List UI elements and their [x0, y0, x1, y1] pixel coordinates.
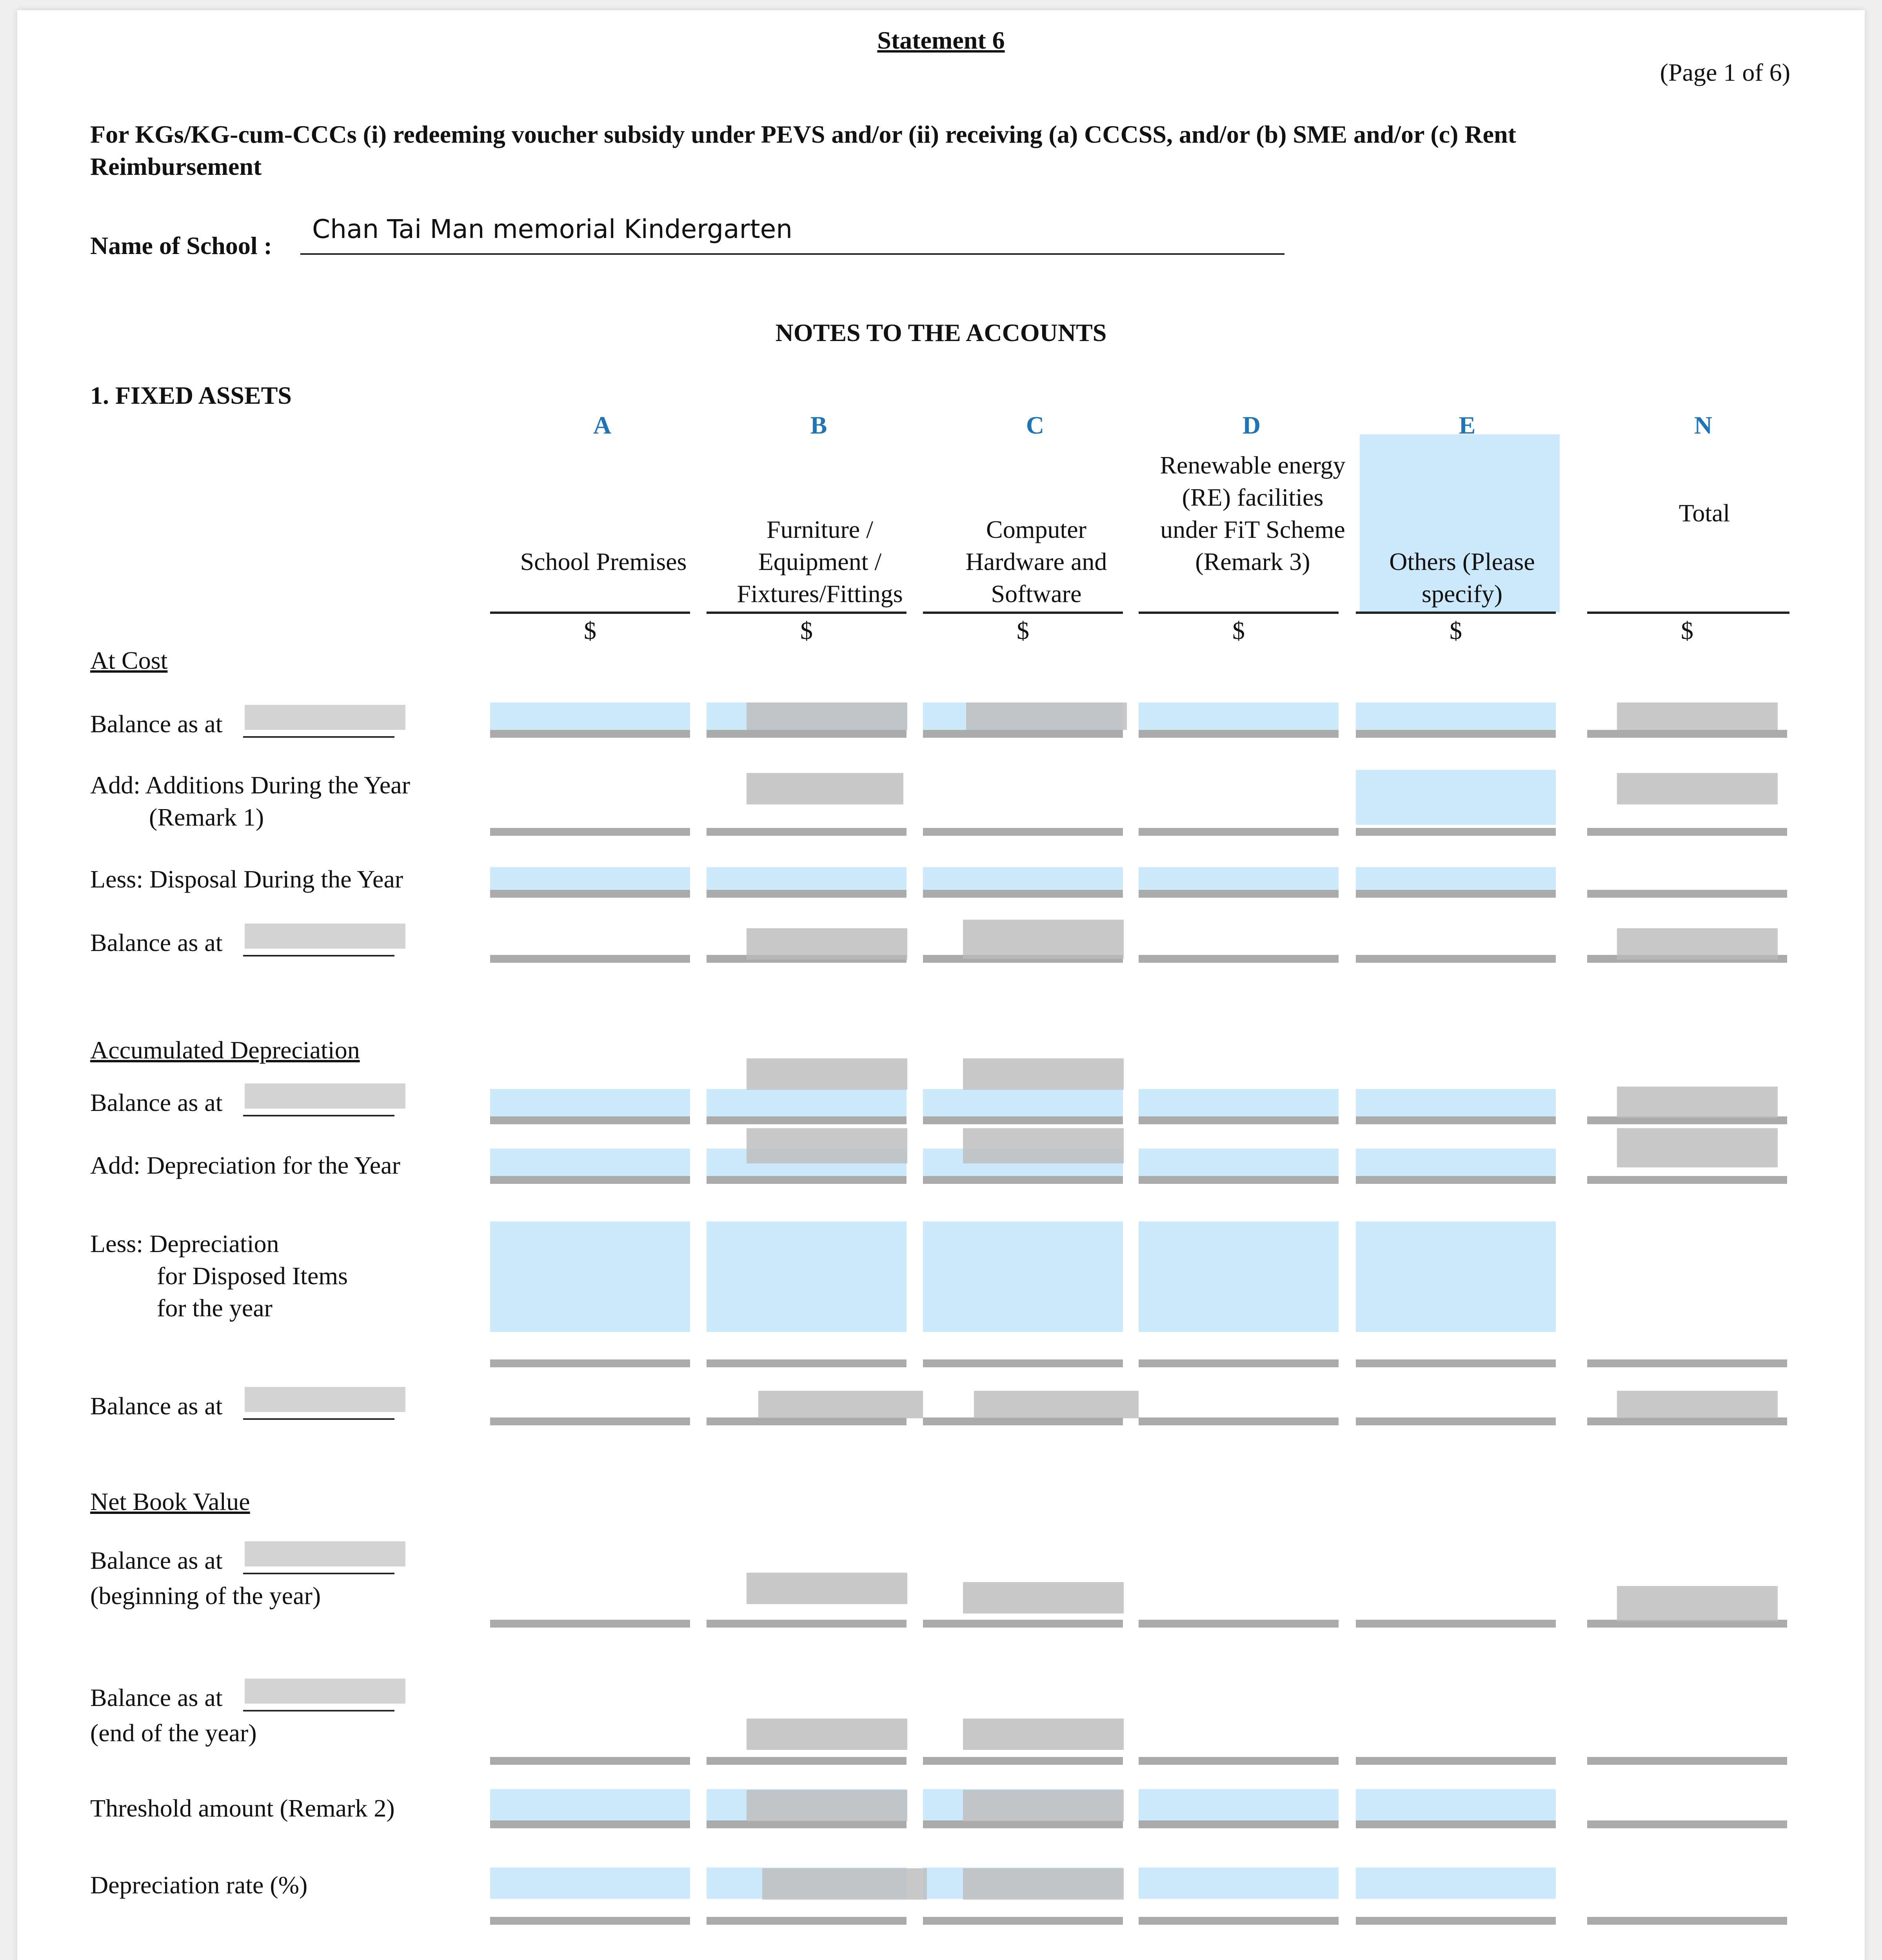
input-cell-balance-open-col-0[interactable]: [490, 702, 690, 730]
cell-rule-acc-balance-open-col-3: [1139, 1116, 1339, 1124]
cell-rule-nbv-end-col-3: [1139, 1757, 1339, 1765]
row-label-threshold: Threshold amount (Remark 2): [90, 1794, 395, 1822]
input-cell-add-dep-col-3[interactable]: [1139, 1149, 1339, 1176]
input-cell-balance-open-col-3[interactable]: [1139, 702, 1339, 730]
unit-c: $: [1017, 617, 1029, 644]
input-cell-dep-rate-col-0[interactable]: [490, 1867, 690, 1899]
school-name-underline: [300, 253, 1284, 255]
cell-rule-nbv-begin-col-2: [923, 1620, 1123, 1628]
cell-rule-threshold-col-4: [1356, 1820, 1556, 1828]
cell-rule-acc-balance-close-col-0: [490, 1417, 690, 1425]
redacted-amount: [747, 1058, 907, 1090]
redacted-amount: [747, 928, 907, 960]
redacted-amount: [963, 1582, 1124, 1613]
input-cell-acc-balance-open-col-1[interactable]: [707, 1089, 906, 1116]
cell-rule-nbv-begin-col-1: [707, 1620, 906, 1628]
date-line-6: [243, 1710, 394, 1711]
cell-rule-less-dep-col-1: [707, 1359, 906, 1367]
redacted-amount: [1617, 1087, 1778, 1118]
cell-rule-nbv-begin-col-4: [1356, 1620, 1556, 1628]
cell-rule-balance-open-col-3: [1139, 730, 1339, 738]
school-name-label: Name of School :: [90, 232, 272, 260]
cell-rule-threshold-col-5: [1587, 1820, 1787, 1828]
header-rule-e: [1356, 612, 1556, 614]
statement-title: Statement 6: [877, 26, 1005, 54]
row-label-nbv: Net Book Value: [90, 1488, 250, 1515]
redacted-amount: [963, 1128, 1124, 1163]
input-cell-disposal-col-1[interactable]: [707, 867, 906, 890]
redacted-amount: [963, 1868, 1124, 1900]
cell-rule-disposal-col-2: [923, 890, 1123, 898]
cell-rule-nbv-end-col-4: [1356, 1757, 1556, 1765]
redacted-amount: [747, 1790, 907, 1821]
cell-rule-additions-col-2: [923, 828, 1123, 836]
input-cell-less-dep-col-3[interactable]: [1139, 1221, 1339, 1332]
input-cell-disposal-col-0[interactable]: [490, 867, 690, 890]
row-label-additions: Add: Additions During the Year: [90, 771, 410, 799]
unit-n: $: [1681, 617, 1693, 644]
date-line-4: [243, 1418, 394, 1420]
heading-line-2: Reimbursement: [90, 152, 262, 180]
header-rule-a: [490, 612, 690, 614]
cell-rule-nbv-end-col-0: [490, 1757, 690, 1765]
row-label-additions-remark: (Remark 1): [149, 803, 264, 831]
redacted-amount: [966, 702, 1127, 730]
header-rule-b: [707, 612, 906, 614]
heading-line-1: For KGs/KG-cum-CCCs (i) redeeming voucher subsidy under PEVS and/or (ii) receiving (a) CCCSS, and/or (b) SME and/or (c) Rent: [90, 120, 1516, 148]
column-letter-b: B: [810, 411, 827, 439]
cell-rule-add-dep-col-3: [1139, 1176, 1339, 1184]
redacted-amount: [1617, 1128, 1778, 1167]
cell-rule-acc-balance-close-col-5: [1587, 1417, 1787, 1425]
column-heading-a: School Premises: [520, 548, 687, 575]
cell-rule-acc-balance-open-col-2: [923, 1116, 1123, 1124]
cell-rule-add-dep-col-2: [923, 1176, 1123, 1184]
redacted-amount: [1617, 1586, 1778, 1621]
cell-rule-balance-close-col-3: [1139, 955, 1339, 963]
cell-rule-dep-rate-col-0: [490, 1917, 690, 1925]
redacted-amount: [758, 1391, 923, 1418]
row-label-add-dep: Add: Depreciation for the Year: [90, 1151, 400, 1179]
input-cell-dep-rate-col-4[interactable]: [1356, 1867, 1556, 1899]
cell-rule-acc-balance-close-col-4: [1356, 1417, 1556, 1425]
redacted-amount: [1617, 702, 1778, 730]
unit-e: $: [1450, 617, 1462, 644]
column-heading-e: Others (Please specify): [1389, 548, 1535, 608]
row-label-balance-4: Balance as at: [90, 1392, 223, 1420]
redacted-amount: [747, 773, 903, 804]
notes-title: NOTES TO THE ACCOUNTS: [775, 319, 1107, 347]
input-cell-less-dep-col-0[interactable]: [490, 1221, 690, 1332]
cell-rule-less-dep-col-2: [923, 1359, 1123, 1367]
column-heading-n: Total: [1679, 499, 1730, 527]
redacted-amount: [747, 702, 907, 730]
column-heading-d: Renewable energy (RE) facilities under FiT Scheme (Remark 3): [1160, 451, 1346, 575]
header-rule-d: [1139, 612, 1339, 614]
redacted-amount: [747, 1719, 907, 1750]
cell-rule-disposal-col-3: [1139, 890, 1339, 898]
cell-rule-additions-col-4: [1356, 828, 1556, 836]
cell-rule-nbv-end-col-2: [923, 1757, 1123, 1765]
input-cell-disposal-col-3[interactable]: [1139, 867, 1339, 890]
column-letter-c: C: [1026, 411, 1045, 439]
section-title: 1. FIXED ASSETS: [90, 381, 292, 409]
cell-rule-acc-balance-close-col-3: [1139, 1417, 1339, 1425]
header-rule-c: [923, 612, 1123, 614]
cell-rule-balance-open-col-5: [1587, 730, 1787, 738]
statement-page: [17, 10, 1865, 1960]
column-letter-n: N: [1694, 411, 1713, 439]
redacted-date-4: [245, 1387, 405, 1412]
redacted-amount: [963, 1719, 1124, 1750]
input-cell-dep-rate-col-3[interactable]: [1139, 1867, 1339, 1899]
cell-rule-disposal-col-5: [1587, 890, 1787, 898]
row-label-balance-2: Balance as at: [90, 929, 223, 956]
cell-rule-balance-open-col-0: [490, 730, 690, 738]
cell-rule-disposal-col-4: [1356, 890, 1556, 898]
date-line-1: [243, 736, 394, 738]
header-rule-n: [1587, 612, 1789, 614]
redacted-amount: [747, 1128, 907, 1163]
cell-rule-dep-rate-col-4: [1356, 1917, 1556, 1925]
redacted-amount: [963, 1790, 1124, 1821]
input-cell-disposal-col-4[interactable]: [1356, 867, 1556, 890]
row-label-balance-3: Balance as at: [90, 1089, 223, 1116]
redacted-amount: [1617, 773, 1778, 804]
cell-rule-dep-rate-col-1: [707, 1917, 906, 1925]
cell-rule-less-dep-col-0: [490, 1359, 690, 1367]
input-cell-threshold-col-3[interactable]: [1139, 1789, 1339, 1820]
redacted-amount: [963, 1058, 1124, 1090]
row-label-at-cost: At Cost: [90, 646, 168, 674]
cell-rule-add-dep-col-4: [1356, 1176, 1556, 1184]
column-letter-e: E: [1459, 411, 1476, 439]
redacted-date-3: [245, 1083, 405, 1109]
cell-rule-nbv-begin-col-3: [1139, 1620, 1339, 1628]
column-heading-c: Computer Hardware and Software: [965, 515, 1107, 608]
redacted-amount: [1617, 928, 1778, 960]
input-cell-acc-balance-open-col-0[interactable]: [490, 1089, 690, 1116]
redacted-date-6: [245, 1679, 405, 1704]
cell-rule-balance-open-col-2: [923, 730, 1123, 738]
cell-rule-balance-close-col-0: [490, 955, 690, 963]
input-cell-threshold-col-0[interactable]: [490, 1789, 690, 1820]
cell-rule-balance-open-col-4: [1356, 730, 1556, 738]
row-label-balance-1: Balance as at: [90, 710, 223, 738]
input-cell-acc-balance-open-col-2[interactable]: [923, 1089, 1123, 1116]
cell-rule-acc-balance-open-col-4: [1356, 1116, 1556, 1124]
column-letter-a: A: [593, 411, 612, 439]
row-label-disposal: Less: Disposal During the Year: [90, 865, 403, 893]
date-line-5: [243, 1573, 394, 1574]
cell-rule-additions-col-5: [1587, 828, 1787, 836]
input-cell-threshold-col-4[interactable]: [1356, 1789, 1556, 1820]
unit-a: $: [584, 617, 596, 644]
cell-rule-additions-col-0: [490, 828, 690, 836]
row-label-end: (end of the year): [90, 1719, 257, 1747]
cell-rule-less-dep-col-4: [1356, 1359, 1556, 1367]
cell-rule-dep-rate-col-2: [923, 1917, 1123, 1925]
redacted-amount: [762, 1868, 927, 1900]
unit-d: $: [1232, 617, 1245, 644]
cell-rule-acc-balance-close-col-2: [923, 1417, 1123, 1425]
cell-rule-dep-rate-col-3: [1139, 1917, 1339, 1925]
cell-rule-acc-balance-close-col-1: [707, 1417, 906, 1425]
redacted-amount: [747, 1573, 907, 1604]
row-label-less-dep-1: Less: Depreciation: [90, 1230, 279, 1258]
redacted-amount: [974, 1391, 1139, 1418]
input-cell-less-dep-col-2[interactable]: [923, 1221, 1123, 1332]
date-line-2: [243, 955, 394, 956]
row-label-accum-dep: Accumulated Depreciation: [90, 1036, 360, 1064]
redacted-date-1: [245, 705, 405, 730]
cell-rule-additions-col-3: [1139, 828, 1339, 836]
redacted-date-2: [245, 924, 405, 949]
cell-rule-nbv-end-col-5: [1587, 1757, 1787, 1765]
cell-rule-less-dep-col-5: [1587, 1359, 1787, 1367]
row-label-balance-6: Balance as at: [90, 1684, 223, 1711]
column-letter-d: D: [1242, 411, 1261, 439]
cell-rule-nbv-end-col-1: [707, 1757, 906, 1765]
row-label-less-dep-2: for Disposed Items: [157, 1262, 348, 1290]
redacted-date-5: [245, 1541, 405, 1566]
date-line-3: [243, 1115, 394, 1116]
redacted-amount: [963, 920, 1124, 959]
cell-rule-add-dep-col-5: [1587, 1176, 1787, 1184]
input-cell-less-dep-col-1[interactable]: [707, 1221, 906, 1332]
cell-rule-threshold-col-3: [1139, 1820, 1339, 1828]
column-heading-b: Furniture / Equipment / Fixtures/Fittings: [737, 515, 903, 608]
cell-rule-acc-balance-open-col-0: [490, 1116, 690, 1124]
cell-rule-balance-close-col-4: [1356, 955, 1556, 963]
cell-rule-threshold-col-0: [490, 1820, 690, 1828]
input-cell-add-dep-col-0[interactable]: [490, 1149, 690, 1176]
cell-rule-threshold-col-2: [923, 1820, 1123, 1828]
cell-rule-disposal-col-0: [490, 890, 690, 898]
input-cell-less-dep-col-4[interactable]: [1356, 1221, 1556, 1332]
redacted-amount: [1617, 1391, 1778, 1418]
cell-rule-additions-col-1: [707, 828, 906, 836]
input-cell-disposal-col-2[interactable]: [923, 867, 1123, 890]
row-label-dep-rate: Depreciation rate (%): [90, 1871, 308, 1899]
cell-rule-add-dep-col-0: [490, 1176, 690, 1184]
school-name-value[interactable]: Chan Tai Man memorial Kindergarten: [312, 214, 793, 244]
cell-rule-add-dep-col-1: [707, 1176, 906, 1184]
row-label-balance-5: Balance as at: [90, 1546, 223, 1574]
row-label-less-dep-3: for the year: [157, 1294, 272, 1322]
cell-rule-disposal-col-1: [707, 890, 906, 898]
input-cell-additions-col-4[interactable]: [1356, 770, 1556, 825]
unit-b: $: [800, 617, 813, 644]
cell-rule-threshold-col-1: [707, 1820, 906, 1828]
page-of-indicator: (Page 1 of 6): [1660, 58, 1790, 86]
input-cell-add-dep-col-4[interactable]: [1356, 1149, 1556, 1176]
input-cell-balance-open-col-4[interactable]: [1356, 702, 1556, 730]
input-cell-acc-balance-open-col-3[interactable]: [1139, 1089, 1339, 1116]
cell-rule-less-dep-col-3: [1139, 1359, 1339, 1367]
input-cell-acc-balance-open-col-4[interactable]: [1356, 1089, 1556, 1116]
cell-rule-balance-open-col-1: [707, 730, 906, 738]
cell-rule-nbv-begin-col-0: [490, 1620, 690, 1628]
row-label-beginning: (beginning of the year): [90, 1582, 321, 1610]
cell-rule-acc-balance-open-col-1: [707, 1116, 906, 1124]
cell-rule-dep-rate-col-5: [1587, 1917, 1787, 1925]
